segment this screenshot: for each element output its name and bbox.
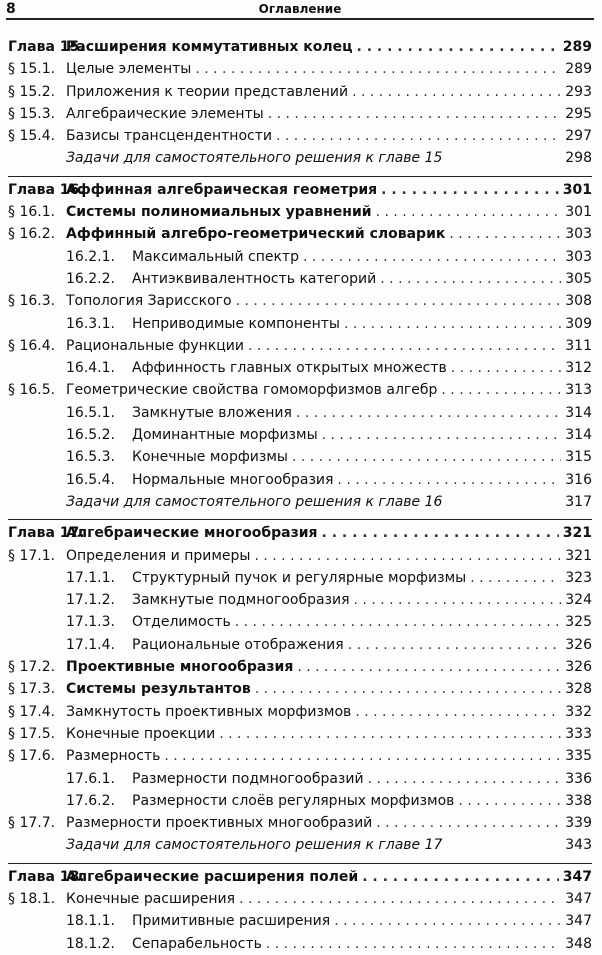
entry-number: § 16.5. [8,382,56,399]
entry-title: Проективные многообразия [66,659,294,676]
table-of-contents [8,36,592,955]
entry-page-number: 328 [565,681,592,698]
entry-number: 16.2.2. [66,270,115,287]
entry-number: 17.6.2. [66,792,115,809]
chapter-divider [8,863,592,864]
entry-title: Неприводимые компоненты [132,315,340,332]
entry-number: Глава 16. [8,181,85,198]
toc-section-entry[interactable] [8,701,592,723]
dot-leader [354,589,562,611]
dot-leader [239,888,561,910]
entry-title: Геометрические свойства гомоморфизмов алгебр [66,382,438,399]
entry-page-number: 295 [565,105,592,122]
entry-page-number: 317 [565,493,592,510]
dot-leader [276,125,561,147]
entry-number: 16.3.1. [66,315,115,332]
entry-page-number: 313 [565,382,592,399]
toc-subsection-entry[interactable] [8,246,592,268]
entry-title: Нормальные многообразия [132,471,334,488]
toc-section-entry[interactable] [8,678,592,700]
toc-section-entry[interactable] [8,201,592,223]
entry-number: 16.5.4. [66,471,115,488]
dot-leader [266,933,561,955]
entry-number: Глава 18. [8,868,85,885]
entry-title: Отделимость [132,614,231,631]
entry-title: Размерности проективных многообразий [66,815,373,832]
entry-title: Замкнутые подмногообразия [132,592,350,609]
toc-exercises-entry[interactable] [8,491,592,513]
dot-leader [297,656,561,678]
entry-page-number: 323 [565,569,592,586]
dot-leader [292,446,561,468]
dot-leader [376,812,561,834]
dot-leader [441,379,561,401]
dot-leader [449,223,561,245]
entry-number: § 16.2. [8,226,56,243]
toc-subsection-entry[interactable] [8,402,592,424]
dot-leader [219,723,561,745]
entry-title: Рациональные отображения [132,636,344,653]
toc-section-entry[interactable] [8,812,592,834]
entry-title: Системы результантов [66,681,251,698]
entry-number: § 17.6. [8,748,56,765]
entry-page-number: 332 [565,703,592,720]
entry-number: Глава 17. [8,525,85,542]
dot-leader [303,246,561,268]
entry-page-number: 303 [565,248,592,265]
entry-number: § 17.5. [8,725,56,742]
entry-number: 17.1.2. [66,592,115,609]
toc-subsection-entry[interactable] [8,589,592,611]
entry-page-number: 347 [565,913,592,930]
entry-page-number: 338 [565,792,592,809]
toc-subsection-entry[interactable] [8,910,592,932]
entry-page-number: 298 [565,150,592,167]
entry-number: 17.1.4. [66,636,115,653]
dot-leader [357,36,559,58]
entry-title: Рациональные функции [66,337,245,354]
toc-subsection-entry[interactable] [8,268,592,290]
running-title: Оглавление [258,2,342,16]
dot-leader [348,634,562,656]
entry-title: Задачи для самостоятельного решения к главе 17 [66,837,443,854]
dot-leader [458,790,561,812]
dot-leader [337,469,561,491]
entry-title: Определения и примеры [66,547,251,564]
entry-title: Алгебраические элементы [66,105,264,122]
dot-leader [352,81,561,103]
toc-subsection-entry[interactable] [8,611,592,633]
dot-leader [355,701,561,723]
entry-number: § 16.1. [8,204,56,221]
toc-chapter-entry[interactable] [8,522,592,544]
entry-title: Сепарабельность [132,935,262,952]
entry-page-number: 312 [565,360,592,377]
entry-number: § 18.1. [8,890,56,907]
dot-leader [344,313,561,335]
entry-number: 16.2.1. [66,248,115,265]
entry-page-number: 326 [565,659,592,676]
entry-number: § 17.2. [8,659,56,676]
entry-number: § 17.7. [8,815,56,832]
entry-title: Задачи для самостоятельного решения к главе 15 [66,150,443,167]
entry-page-number: 321 [562,525,592,542]
entry-title: Размерности слоёв регулярных морфизмов [132,792,455,809]
entry-title: Замкнутые вложения [132,404,292,421]
toc-subsection-entry[interactable] [8,790,592,812]
entry-page-number: 316 [565,471,592,488]
entry-title: Антиэквивалентность категорий [132,270,377,287]
toc-section-entry[interactable] [8,656,592,678]
entry-title: Аффинность главных открытых множеств [132,360,447,377]
toc-section-entry[interactable] [8,58,592,80]
entry-title: Базисы трансцендентности [66,128,272,145]
dot-leader [255,678,562,700]
entry-title: Замкнутость проективных морфизмов [66,703,352,720]
dot-leader [362,866,559,888]
running-header [6,0,594,20]
entry-title: Приложения к теории представлений [66,83,349,100]
entry-number: 17.1.1. [66,569,115,586]
dot-leader [322,424,562,446]
entry-page-number: 301 [565,204,592,221]
entry-number: § 15.3. [8,105,56,122]
dot-leader [381,179,559,201]
toc-section-entry[interactable] [8,103,592,125]
dot-leader [195,58,561,80]
dot-leader [254,545,561,567]
entry-page-number: 297 [565,128,592,145]
entry-page-number: 303 [565,226,592,243]
chapter-divider [8,519,592,520]
toc-section-entry[interactable] [8,723,592,745]
entry-number: Глава 15. [8,39,85,55]
toc-exercises-entry[interactable] [8,147,592,169]
entry-title: Алгебраические расширения полей [66,868,359,885]
entry-page-number: 289 [562,39,592,55]
entry-title: Максимальный спектр [132,248,299,265]
toc-section-entry[interactable] [8,745,592,767]
entry-page-number: 314 [565,404,592,421]
toc-section-entry[interactable] [8,335,592,357]
entry-page-number: 289 [565,61,592,78]
dot-leader [368,768,562,790]
dot-leader [376,201,562,223]
entry-page-number: 347 [562,868,592,885]
entry-page-number: 336 [565,770,592,787]
dot-leader [248,335,561,357]
entry-page-number: 326 [565,636,592,653]
entry-page-number: 348 [565,935,592,952]
dot-leader [296,402,561,424]
entry-title: Аффинный алгебро-геометрический словарик [66,226,446,243]
entry-number: 16.4.1. [66,360,115,377]
toc-section-entry[interactable] [8,125,592,147]
entry-page-number: 315 [565,449,592,466]
entry-number: § 16.3. [8,293,56,310]
entry-number: § 17.1. [8,547,56,564]
dot-leader [236,290,562,312]
entry-title: Размерность [66,748,161,765]
entry-number: 16.5.2. [66,427,115,444]
chapter-divider [8,176,592,177]
entry-title: Топология Зарисского [66,293,232,310]
toc-subsection-entry[interactable] [8,768,592,790]
entry-number: § 15.1. [8,61,56,78]
entry-number: § 16.4. [8,337,56,354]
entry-number: § 15.4. [8,128,56,145]
entry-number: 17.1.3. [66,614,115,631]
dot-leader [470,567,561,589]
toc-exercises-entry[interactable] [8,834,592,856]
entry-number: 18.1.2. [66,935,115,952]
entry-title: Целые элементы [66,61,192,78]
entry-page-number: 311 [565,337,592,354]
entry-page-number: 321 [565,547,592,564]
entry-number: 16.5.3. [66,449,115,466]
dot-leader [268,103,562,125]
entry-title: Системы полиномиальных уравнений [66,204,372,221]
entry-page-number: 333 [565,725,592,742]
dot-leader [380,268,561,290]
entry-number: § 17.4. [8,703,56,720]
toc-subsection-entry[interactable] [8,567,592,589]
dot-leader [334,910,561,932]
entry-number: § 17.3. [8,681,56,698]
entry-title: Алгебраические многообразия [66,525,318,542]
toc-section-entry[interactable] [8,81,592,103]
entry-title: Доминантные морфизмы [132,427,318,444]
toc-subsection-entry[interactable] [8,424,592,446]
entry-title: Расширения коммутативных колец [66,39,353,55]
entry-page-number: 301 [562,181,592,198]
entry-page-number: 314 [565,427,592,444]
toc-section-entry[interactable] [8,888,592,910]
entry-number: § 15.2. [8,83,56,100]
dot-leader [164,745,561,767]
entry-page-number: 325 [565,614,592,631]
entry-number: 18.1.1. [66,913,115,930]
toc-chapter-entry[interactable] [8,36,592,58]
toc-subsection-entry[interactable] [8,313,592,335]
entry-title: Конечные расширения [66,890,236,907]
toc-section-entry[interactable] [8,379,592,401]
entry-page-number: 335 [565,748,592,765]
toc-chapter-entry[interactable] [8,866,592,888]
entry-page-number: 308 [565,293,592,310]
dot-leader [235,611,562,633]
toc-chapter-entry[interactable] [8,179,592,201]
entry-title: Размерности подмногообразий [132,770,364,787]
entry-number: 17.6.1. [66,770,115,787]
entry-page-number: 343 [565,837,592,854]
entry-page-number: 339 [565,815,592,832]
entry-title: Конечные морфизмы [132,449,288,466]
toc-subsection-entry[interactable] [8,357,592,379]
entry-page-number: 324 [565,592,592,609]
entry-title: Аффинная алгебраическая геометрия [66,181,378,198]
entry-number: 16.5.1. [66,404,115,421]
entry-page-number: 309 [565,315,592,332]
toc-subsection-entry[interactable] [8,446,592,468]
entry-page-number: 293 [565,83,592,100]
toc-subsection-entry[interactable] [8,469,592,491]
toc-section-entry[interactable] [8,290,592,312]
entry-title: Примитивные расширения [132,913,331,930]
dot-leader [451,357,561,379]
toc-section-entry[interactable] [8,223,592,245]
entry-title: Задачи для самостоятельного решения к главе 16 [66,493,443,510]
toc-section-entry[interactable] [8,545,592,567]
entry-page-number: 347 [565,890,592,907]
toc-subsection-entry[interactable] [8,634,592,656]
entry-title: Структурный пучок и регулярные морфизмы [132,569,467,586]
page-number: 8 [6,1,16,17]
dot-leader [322,522,559,544]
entry-title: Конечные проекции [66,725,216,742]
entry-page-number: 305 [565,270,592,287]
toc-subsection-entry[interactable] [8,933,592,955]
